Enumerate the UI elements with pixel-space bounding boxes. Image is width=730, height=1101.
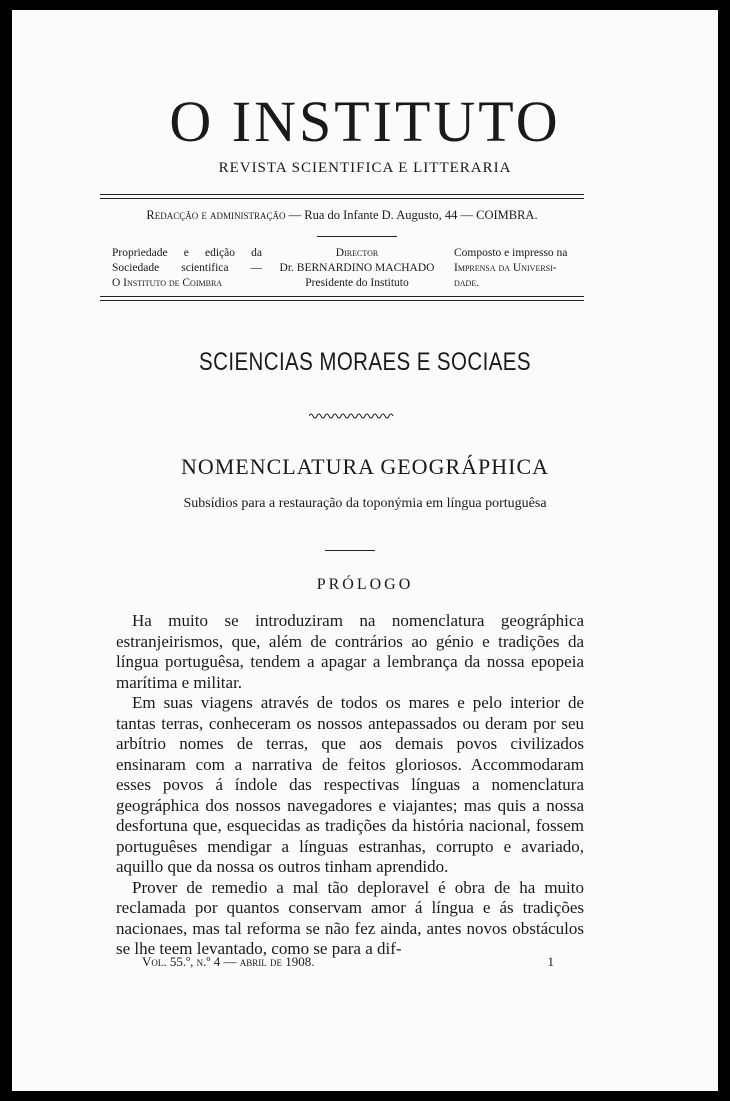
address-divider: [317, 236, 397, 237]
header-rule-top: [100, 194, 584, 195]
article-subtitle: Subsídios para a restauração da toponýmia em língua portuguêsa: [183, 496, 547, 511]
paragraph: Ha muito se introduziram na nomenclatura geográphica estranjeirismos, que, além de contrários ao génio e tradições da língua portuguêsa, tendem a apagar a lembrança da nossa epopeia marítima e militar.: [116, 611, 584, 692]
journal-subtitle: REVISTA SCIENTIFICA E LITTERARIA: [218, 160, 512, 176]
header-rule-bottom: [100, 296, 584, 297]
publisher-line: Sociedade scientifica —: [112, 262, 262, 274]
publisher-block: [112, 246, 262, 291]
volume-info: Vol. 55.º, n.º 4 — abril de 1908.: [142, 954, 315, 969]
wavy-ornament: [309, 412, 395, 420]
article-title: NOMENCLATURA GEOGRÁPHICA: [180, 454, 550, 479]
article-divider: [325, 550, 375, 551]
section-title: SCIENCIAS MORAES E SOCIAES: [199, 348, 531, 376]
director-role: Presidente do Instituto: [305, 277, 409, 289]
printer-line: Imprensa da Universi-: [454, 262, 557, 274]
printer-line: Composto e impresso na: [454, 247, 568, 259]
printer-line: dade.: [454, 277, 480, 289]
publisher-line: O Instituto de Coimbra: [112, 277, 223, 289]
publisher-line: Propriedade e edição da: [112, 247, 262, 259]
paragraph: Prover de remedio a mal tão deploravel é obra de ha muito reclamada por quantos conservam amor á língua e ás tradições nacionaes, mas tal reforma se não fez ainda, antes novos obstáculos se lhe teem levantado, como se para a dif-: [116, 877, 584, 958]
director-name: Dr. BERNARDINO MACHADO: [279, 262, 435, 274]
page-number: 1: [547, 954, 554, 969]
header-rule-top-double: [100, 198, 584, 199]
editorial-address-text: — Rua do Infante D. Augusto, 44 — COIMBRA.: [285, 208, 538, 222]
director-block: [262, 246, 452, 291]
prologue-heading: PRÓLOGO: [316, 576, 414, 593]
article-body: [116, 611, 584, 960]
editorial-address-label: Redacção e administração: [146, 208, 286, 222]
page-footer: [142, 954, 554, 970]
header-rule-bottom-double: [100, 300, 584, 301]
director-label: Director: [335, 247, 379, 259]
editorial-address: [100, 208, 584, 223]
printer-block: [454, 246, 602, 291]
journal-title: O INSTITUTO: [169, 89, 561, 154]
paragraph: Em suas viagens através de todos os mares e pelo interior de tantas terras, conheceram os nossos antepassados ou deram por seu arbítrio nomes de terras, que aos demais povos civilizados ensinaram com a narrativa de feitos gloriosos. Accommodaram esses povos á índole das respectivas línguas a nomenclatura geográphica dos nossos navegadores e viajantes; mas quis a nossa desfortuna que, esquecidas as tradições da história nacional, fossem portuguêses mendigar a línguas estranhas, corrupto e avariado, aquillo que da nossa os outros tinham aprendido.: [116, 693, 584, 876]
